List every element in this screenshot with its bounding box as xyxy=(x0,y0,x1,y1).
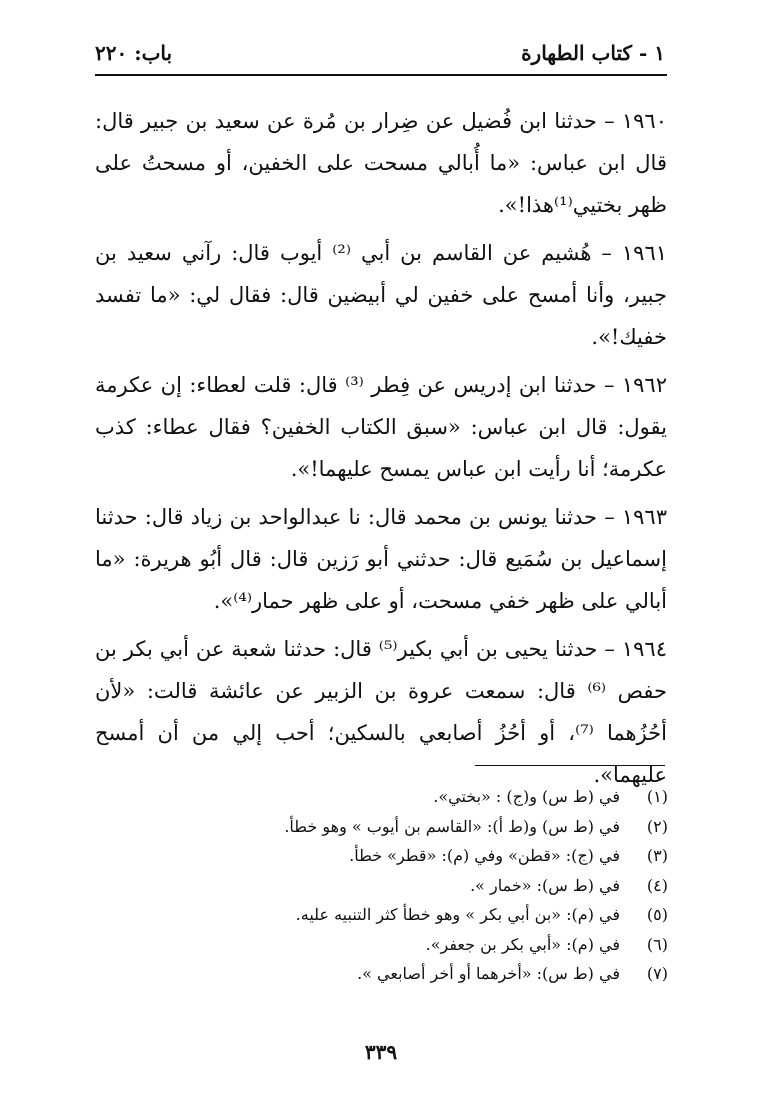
footnote-item xyxy=(250,841,668,871)
footnote-text: في (ج): «قطن» وفي (م): «قطر» خطأ. xyxy=(349,846,620,865)
main-text xyxy=(95,100,667,802)
footnote-text: في (ط س) و(ط أ): «القاسم بن أيوب » وهو خطأ. xyxy=(284,816,620,836)
hadith-text: حدثنا يحيى بن أبي بكير⁽⁵⁾ قال: حدثنا شعبة عن أبي بكر بن حفص ⁽⁶⁾ قال: سمعت عروة بن الزبير عن عائشة قالت: «لأن أحُزُهما ⁽⁷⁾، أو أحُزُ أصابعي بالسكين؛ أحب إلي من أن أمسح عليهما». xyxy=(95,637,668,787)
running-header xyxy=(95,36,665,70)
footnote-marker: (٧) xyxy=(646,964,668,983)
footnote-marker: (١) xyxy=(646,787,668,806)
footnote-text: في (ط س): «أخرهما أو أخر أصابعي ». xyxy=(357,964,620,983)
header-divider xyxy=(95,74,667,76)
footnote-item xyxy=(250,959,668,989)
footnote-marker: (٣) xyxy=(646,846,668,865)
hadith-paragraph: ١٩٦٤ – حدثنا يحيى بن أبي بكير⁽⁵⁾ قال: حدثنا شعبة عن أبي بكر بن حفص ⁽⁶⁾ قال: سمعت عروة بن الزبير عن عائشة قالت: «لأن أحُزُهما ⁽⁷⁾، أو أحُزُ أصابعي بالسكين؛ أحب إلي من أن أمسح عليهما». xyxy=(95,637,668,787)
hadith-text: حدثنا ابن فُضيل عن ضِرار بن مُرة عن سعيد بن جبير قال: قال ابن عباس: «ما أُبالي مسحت على الخفين، أو مسحتُ على ظهر بختيي⁽¹⁾هذا!». xyxy=(95,109,667,217)
footnote-marker: (٢) xyxy=(646,816,668,836)
hadith-number: ١٩٦١ xyxy=(621,241,668,265)
hadith-paragraph: ١٩٦١ – هُشيم عن القاسم بن أبي ⁽²⁾ أيوب قال: رآني سعيد بن جبير، وأنا أمسح على خفين لي أبيضين قال: فقال لي: «ما تفسد خفيك!». xyxy=(95,241,668,349)
footnote-item xyxy=(250,782,668,812)
footnote-marker: (٥) xyxy=(646,905,668,924)
hadith-text: حدثنا ابن إدريس عن فِطر ⁽³⁾ قال: قلت لعطاء: إن عكرمة يقول: قال ابن عباس: «سبق الكتاب الخفين؟ فقال عطاء: كذب عكرمة؛ أنا رأيت ابن عباس يمسح عليهما!». xyxy=(95,373,667,481)
hadith-number: ١٩٦٣ xyxy=(621,505,667,529)
hadith-number: ١٩٦٤ xyxy=(621,637,667,661)
hadith-number: ١٩٦٢ xyxy=(621,373,667,397)
footnote-text: في (ط س) و(ج) : «بختي». xyxy=(433,787,620,806)
hadith-text: حدثنا يونس بن محمد قال: نا عبدالواحد بن زياد قال: حدثنا إسماعيل بن سُمَيع قال: حدثني أبو رَزين قال: قال أبُو هريرة: «ما أبالي على ظهر خفي مسحت، أو على ظهر حمار⁽⁴⁾». xyxy=(95,505,667,613)
footnote-item xyxy=(250,900,668,930)
footnote-item xyxy=(250,930,668,960)
footnote-text: في (ط س): «خمار ». xyxy=(470,875,620,895)
footnote-text: في (م): «بن أبي بكر » وهو خطأ كثر التنبيه عليه. xyxy=(295,905,620,924)
footnote-item xyxy=(250,871,668,901)
page-number: ٣٣٩ xyxy=(364,1040,398,1064)
hadith-paragraph: ١٩٦٠ – حدثنا ابن فُضيل عن ضِرار بن مُرة عن سعيد بن جبير قال: قال ابن عباس: «ما أُبالي مسحت على الخفين، أو مسحتُ على ظهر بختيي⁽¹⁾هذا!». xyxy=(95,109,667,217)
footnote-divider xyxy=(475,765,665,766)
hadith-paragraph: ١٩٦٣ – حدثنا يونس بن محمد قال: نا عبدالواحد بن زياد قال: حدثنا إسماعيل بن سُمَيع قال: حدثني أبو رَزين قال: قال أبُو هريرة: «ما أبالي على ظهر خفي مسحت، أو على ظهر حمار⁽⁴⁾». xyxy=(95,505,667,613)
footnote-marker: (٤) xyxy=(646,875,668,895)
footnote-text: في (م): «أبي بكر بن جعفر». xyxy=(425,934,620,954)
footnotes xyxy=(250,782,668,989)
footnote-marker: (٦) xyxy=(646,934,668,954)
hadith-paragraph: ١٩٦٢ – حدثنا ابن إدريس عن فِطر ⁽³⁾ قال: قلت لعطاء: إن عكرمة يقول: قال ابن عباس: «سبق الكتاب الخفين؟ فقال عطاء: كذب عكرمة؛ أنا رأيت ابن عباس يمسح عليهما!». xyxy=(95,373,667,481)
book-title: ١ - كتاب الطهارة xyxy=(521,41,665,65)
hadith-number: ١٩٦٠ xyxy=(621,109,667,133)
hadith-text: هُشيم عن القاسم بن أبي ⁽²⁾ أيوب قال: رآني سعيد بن جبير، وأنا أمسح على خفين لي أبيضين قال: فقال لي: «ما تفسد خفيك!». xyxy=(95,241,667,349)
footnote-item xyxy=(250,812,668,842)
chapter-label: باب: ٢٢٠ xyxy=(95,41,173,65)
